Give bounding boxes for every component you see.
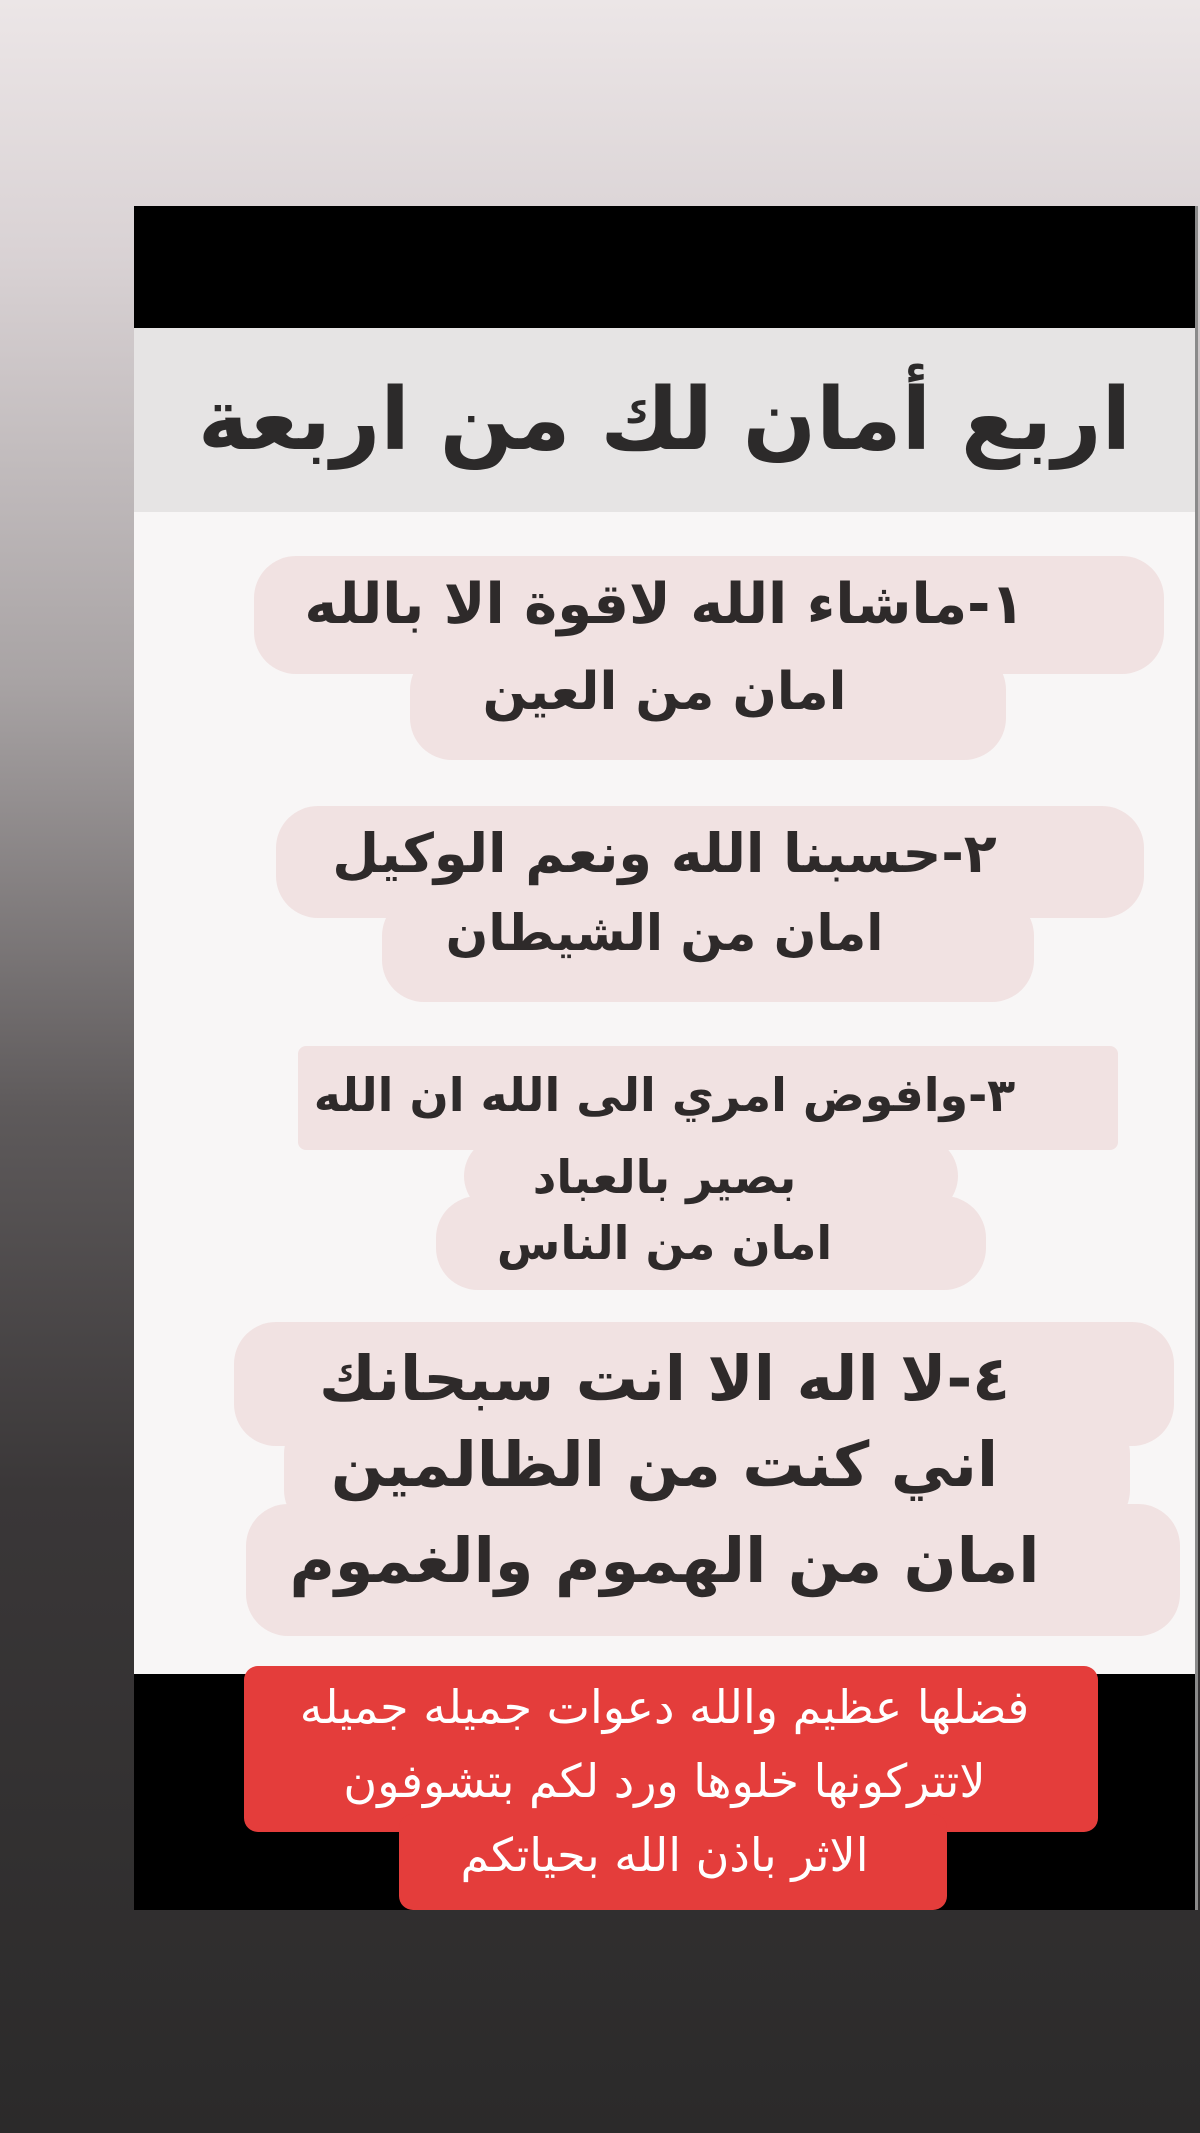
item-4-line-1: ٤-لا اله الا انت سبحانك — [318, 1342, 1011, 1415]
content-panel — [134, 328, 1195, 1674]
caption-line-2: لاتتركونها خلوها ورد لكم بتشوفون — [343, 1754, 986, 1808]
title-band — [134, 328, 1195, 512]
item-4-line-2: اني كنت من الظالمين — [330, 1428, 999, 1501]
item-3-line-3: امان من الناس — [496, 1216, 833, 1270]
caption-line-1: فضلها عظيم والله دعوات جميله جميله — [299, 1680, 1030, 1734]
item-3-line-1: ٣-وافوض امري الى الله ان الله — [313, 1068, 1016, 1122]
page-title: اربع أمان لك من اربعة — [197, 370, 1132, 470]
caption-line-3: الاثر باذن الله بحياتكم — [460, 1828, 869, 1882]
item-3-line-2: بصير بالعباد — [532, 1150, 797, 1204]
card-edge — [1195, 206, 1198, 1910]
item-1-line-2: امان من العين — [482, 662, 847, 722]
item-1-line-1: ١-ماشاء الله لاقوة الا بالله — [304, 572, 1025, 637]
item-2-line-1: ٢-حسبنا الله ونعم الوكيل — [332, 822, 997, 885]
item-2-line-2: امان من الشيطان — [445, 904, 884, 962]
post-card — [134, 206, 1195, 1910]
item-4-line-3: امان من الهموم والغموم — [289, 1524, 1040, 1597]
